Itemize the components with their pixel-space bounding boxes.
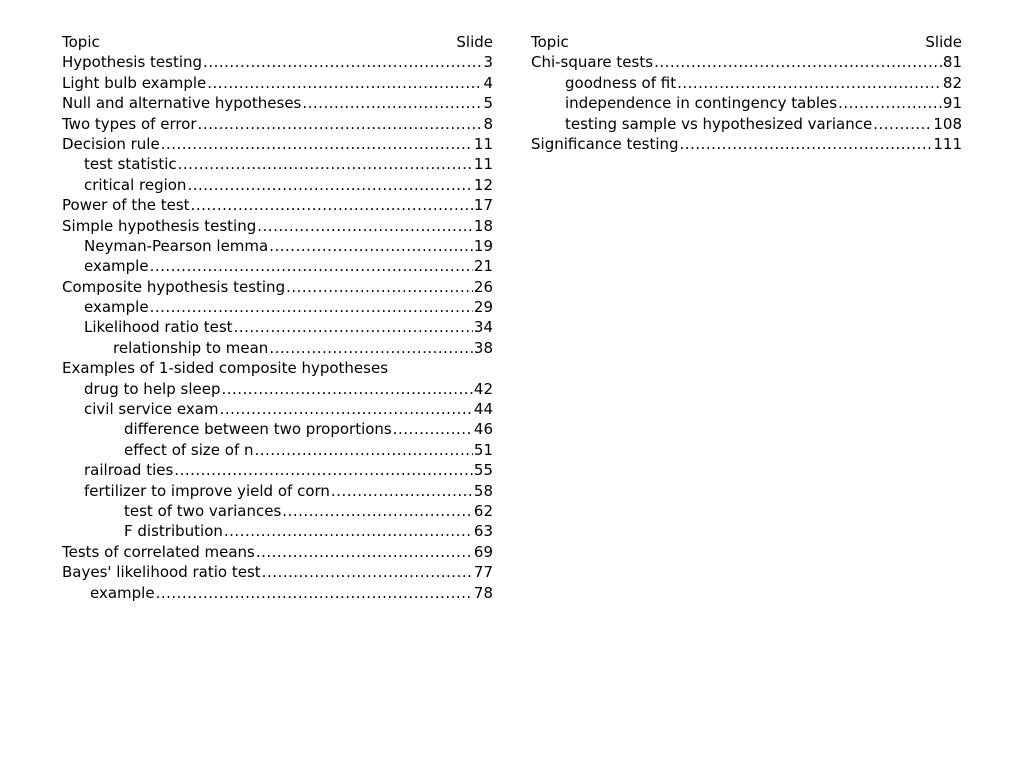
toc-entry-slide-number: 18: [473, 216, 493, 235]
toc-entry: [531, 52, 962, 72]
toc-entry-title: Null and alternative hypotheses: [62, 94, 302, 113]
toc-entry-slide-number: 63: [473, 522, 493, 541]
toc-entry: [62, 93, 493, 113]
toc-entry-slide-number: 78: [473, 583, 493, 602]
dot-leader: [174, 460, 473, 480]
toc-entry: [62, 358, 493, 378]
dot-leader: [282, 501, 473, 521]
dot-leader: [220, 399, 473, 419]
toc-entry-title: Power of the test: [62, 196, 190, 215]
toc-entry-slide-number: 21: [473, 257, 493, 276]
toc-entry-slide-number: 91: [942, 94, 962, 113]
dot-leader: [178, 154, 473, 174]
toc-entry-title: Decision rule: [62, 134, 160, 153]
toc-entry: [62, 175, 493, 195]
dot-leader: [150, 256, 473, 276]
toc-entry: [62, 52, 493, 72]
dot-leader: [255, 440, 473, 460]
toc-entries: [531, 52, 962, 154]
toc-entry-title: example: [84, 257, 149, 276]
dot-leader: [224, 521, 473, 541]
toc-entry-title: Neyman-Pearson lemma: [84, 236, 269, 255]
toc-entry: [62, 236, 493, 256]
dot-leader: [393, 419, 473, 439]
toc-entry: [62, 562, 493, 582]
toc-entry-title: Tests of correlated means: [62, 542, 255, 561]
toc-entry: [62, 154, 493, 174]
toc-entry: [62, 460, 493, 480]
toc-entry-title: example: [84, 298, 149, 317]
toc-entry: [62, 256, 493, 276]
toc-entry-title: fertilizer to improve yield of corn: [84, 481, 330, 500]
toc-entry-title: effect of size of n: [124, 440, 254, 459]
toc-entry: [62, 216, 493, 236]
toc-entry: [62, 399, 493, 419]
toc-entry: [62, 338, 493, 358]
toc-entry-title: test statistic: [84, 155, 177, 174]
toc-entry-slide-number: 44: [473, 400, 493, 419]
toc-entry-title: civil service exam: [84, 400, 219, 419]
toc-entry: [62, 501, 493, 521]
dot-leader: [161, 134, 473, 154]
dot-leader: [654, 52, 942, 72]
toc-entry-title: goodness of fit: [565, 73, 677, 92]
toc-entry-title: Likelihood ratio test: [84, 318, 233, 337]
toc-entry-title: Composite hypothesis testing: [62, 277, 286, 296]
toc-entry-slide-number: 38: [473, 338, 493, 357]
toc-entry-title: critical region: [84, 175, 187, 194]
toc-entry-slide-number: 58: [473, 481, 493, 500]
toc-entry-slide-number: 42: [473, 379, 493, 398]
dot-leader: [191, 195, 473, 215]
toc-right-column: [531, 32, 962, 154]
toc-entry-slide-number: 17: [473, 196, 493, 215]
toc-entry-slide-number: 62: [473, 501, 493, 520]
toc-entry-title: relationship to mean: [113, 338, 269, 357]
toc-entry-slide-number: 12: [473, 175, 493, 194]
toc-entry-slide-number: 82: [942, 73, 962, 92]
toc-header: [531, 32, 962, 52]
toc-entry-title: drug to help sleep: [84, 379, 221, 398]
toc-entry-title: example: [90, 583, 155, 602]
toc-entries: [62, 52, 493, 603]
toc-header: [62, 32, 493, 52]
toc-entry-slide-number: 69: [473, 542, 493, 561]
dot-leader: [257, 216, 473, 236]
toc-entry-title: Simple hypothesis testing: [62, 216, 257, 235]
toc-entry: [62, 317, 493, 337]
dot-leader: [234, 317, 473, 337]
toc-entry: [531, 93, 962, 113]
toc-entry-slide-number: 11: [473, 155, 493, 174]
toc-entry: [62, 583, 493, 603]
dot-leader: [302, 93, 482, 113]
slide-heading: Slide: [925, 32, 962, 51]
toc-entry-slide-number: 29: [473, 298, 493, 317]
dot-leader: [331, 481, 473, 501]
toc-entry-slide-number: 4: [483, 73, 493, 92]
topic-heading: Topic: [531, 32, 569, 51]
toc-entry-title: F distribution: [124, 522, 223, 541]
toc-entry: [62, 195, 493, 215]
dot-leader: [198, 114, 483, 134]
toc-entry-title: Light bulb example: [62, 73, 207, 92]
toc-entry-slide-number: 5: [483, 94, 493, 113]
slide-heading: Slide: [456, 32, 493, 51]
toc-entry: [531, 134, 962, 154]
dot-leader: [838, 93, 942, 113]
toc-entry-slide-number: 8: [483, 114, 493, 133]
toc-entry-title: Hypothesis testing: [62, 53, 203, 72]
toc-entry: [62, 114, 493, 134]
toc-entry-title: test of two variances: [124, 501, 282, 520]
toc-entry: [531, 114, 962, 134]
toc-entry: [62, 73, 493, 93]
dot-leader: [203, 52, 482, 72]
toc-entry-title: Chi-square tests: [531, 53, 654, 72]
toc-entry-slide-number: 111: [933, 134, 962, 153]
toc-entry: [62, 440, 493, 460]
toc-entry-slide-number: 11: [473, 134, 493, 153]
toc-entry-title: Significance testing: [531, 134, 679, 153]
toc-entry-title: railroad ties: [84, 461, 174, 480]
toc-entry-slide-number: 81: [942, 53, 962, 72]
dot-leader: [150, 297, 473, 317]
toc-entry-title: Examples of 1-sided composite hypotheses: [62, 359, 389, 378]
toc-entry: [62, 542, 493, 562]
dot-leader: [680, 134, 933, 154]
toc-entry: [62, 277, 493, 297]
dot-leader: [221, 379, 472, 399]
dot-leader: [873, 114, 932, 134]
toc-entry-slide-number: 46: [473, 420, 493, 439]
dot-leader: [269, 338, 473, 358]
toc-entry: [62, 134, 493, 154]
topic-heading: Topic: [62, 32, 100, 51]
toc-entry: [62, 379, 493, 399]
toc-entry-slide-number: 77: [473, 563, 493, 582]
toc-entry-slide-number: 51: [473, 440, 493, 459]
toc-entry: [62, 297, 493, 317]
toc-entry-slide-number: 55: [473, 461, 493, 480]
dot-leader: [207, 73, 482, 93]
toc-entry-slide-number: 108: [933, 114, 962, 133]
dot-leader: [262, 562, 473, 582]
toc-entry: [62, 521, 493, 541]
dot-leader: [269, 236, 473, 256]
toc-entry-title: Bayes' likelihood ratio test: [62, 563, 261, 582]
dot-leader: [187, 175, 472, 195]
toc-entry: [62, 419, 493, 439]
dot-leader: [286, 277, 473, 297]
toc-entry: [62, 481, 493, 501]
toc-entry-slide-number: 26: [473, 277, 493, 296]
dot-leader: [677, 73, 942, 93]
toc-left-column: [62, 32, 493, 603]
toc-entry-title: Two types of error: [62, 114, 197, 133]
dot-leader: [156, 583, 473, 603]
dot-leader: [256, 542, 473, 562]
toc-entry-title: independence in contingency tables: [565, 94, 838, 113]
toc-entry-slide-number: 34: [473, 318, 493, 337]
toc-entry-slide-number: 3: [483, 53, 493, 72]
toc-entry: [531, 73, 962, 93]
toc-entry-title: testing sample vs hypothesized variance: [565, 114, 873, 133]
toc-entry-title: difference between two proportions: [124, 420, 392, 439]
toc-entry-slide-number: 19: [473, 236, 493, 255]
